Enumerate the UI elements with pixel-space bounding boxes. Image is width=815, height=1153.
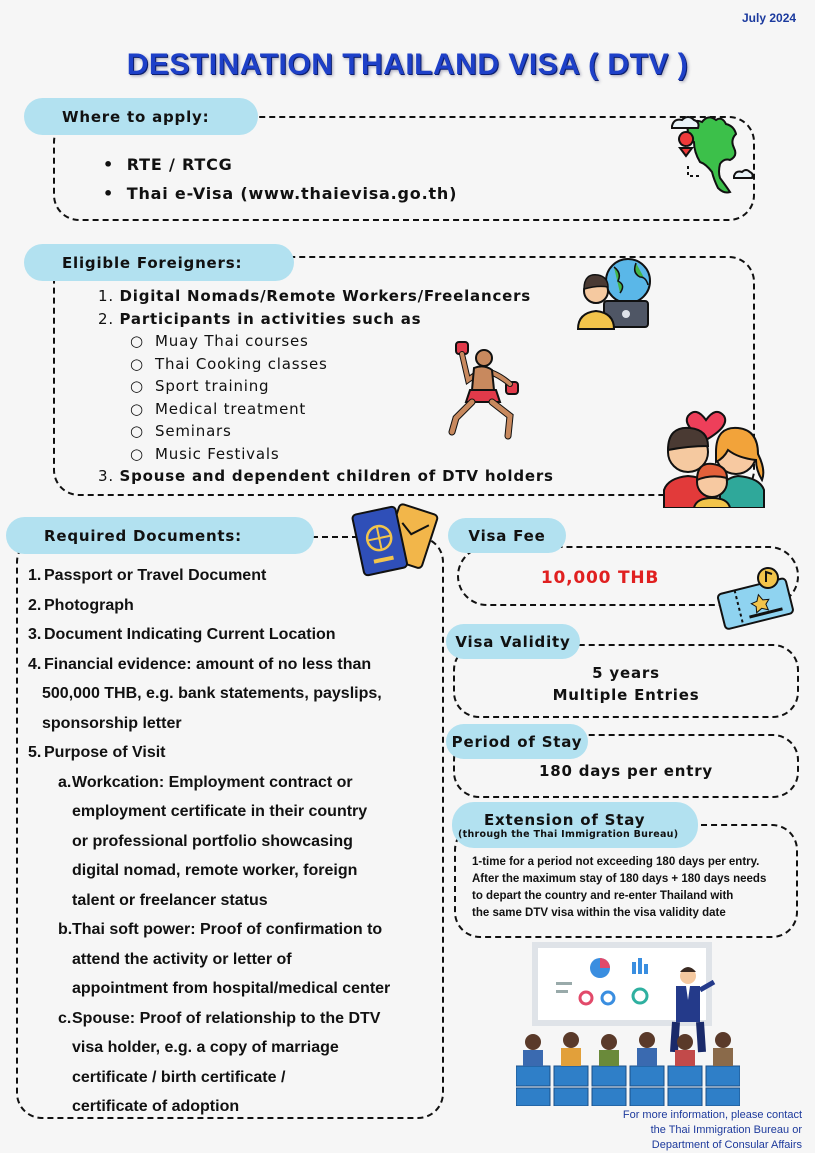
required-item: 2. Photograph (28, 596, 134, 614)
fee-value: 10,000 THB (540, 568, 660, 588)
validity-text: 5 years Multiple Entries (552, 664, 700, 704)
where-item: • Thai e-Visa (www.thaievisa.go.th) (103, 184, 458, 203)
purpose-item: b. Thai soft power: Proof of confirmation to attend the activity or letter of appointment from hospital/medical center (58, 921, 391, 997)
extension-heading-pill (452, 802, 698, 848)
eligible-item: 1. Digital Nomads/Remote Workers/Freelancers (98, 287, 532, 305)
purpose-item: a. Workcation: Employment contract or employment certificate in their country or professional portfolio showcasing digital nomad, remote worker, foreign talent or freelancer status (58, 773, 368, 909)
where-heading: Where to apply: (24, 98, 258, 135)
validity-heading: Visa Validity (446, 624, 580, 659)
muay-thai-icon (444, 338, 528, 440)
required-list (28, 561, 440, 1122)
passport-icon (350, 502, 442, 582)
eligible-item: 3. Spouse and dependent children of DTV holders (98, 467, 554, 485)
required-heading: Required Documents: (6, 517, 314, 554)
stay-heading: Period of Stay (446, 724, 588, 759)
eligible-list (98, 285, 618, 488)
stay-value: 180 days per entry (539, 762, 713, 780)
activity-item: ○ Muay Thai courses (130, 332, 309, 350)
eligible-item: 2. Participants in activities such as (98, 309, 422, 328)
purpose-item: c. Spouse: Proof of relationship to the DTV visa holder, e.g. a copy of marriage certificate / birth certificate / certificate of adoption (58, 1009, 381, 1115)
remote-worker-icon (574, 255, 654, 330)
footer-contact: For more information, please contact the Thai Immigration Bureau or Department of Consular Affairs (622, 1109, 802, 1151)
extension-heading: Extension of Stay (484, 810, 646, 829)
activity-item: ○ Seminars (130, 422, 232, 440)
required-item: 3. Document Indicating Current Location (28, 626, 336, 643)
extension-text: 1-time for a period not exceeding 180 days per entry. After the maximum stay of 180 days + 180 days needs to depart the country and re-enter Thailand with the same DTV visa within the visa validity date (472, 856, 767, 919)
thailand-map-icon (668, 106, 760, 200)
eligible-heading: Eligible Foreigners: (24, 244, 294, 281)
ticket-icon (714, 566, 796, 634)
extension-subheading: (through the Thai Immigration Bureau) (458, 828, 679, 840)
date-label: July 2024 (742, 11, 797, 25)
purpose-sublist (28, 768, 440, 1122)
family-icon (660, 400, 770, 508)
fee-heading: Visa Fee (448, 518, 566, 553)
required-item: 4. Financial evidence: amount of no less than 500,000 THB, e.g. bank statements, payslips, sponsorship letter (28, 655, 382, 732)
activity-item: ○ Sport training (130, 377, 270, 395)
activity-list (98, 330, 618, 465)
where-item: • RTE / RTCG (103, 155, 233, 174)
required-item: 1. Passport or Travel Document (28, 567, 267, 584)
where-list (103, 150, 457, 208)
seminar-icon (516, 942, 740, 1106)
activity-item: ○ Medical treatment (130, 399, 307, 418)
page-title: DESTINATION THAILAND VISA ( DTV ) (126, 48, 689, 81)
required-item: 5. Purpose of Visit (28, 744, 166, 761)
activity-item: ○ Thai Cooking classes (130, 354, 328, 373)
activity-item: ○ Music Festivals (130, 444, 280, 463)
